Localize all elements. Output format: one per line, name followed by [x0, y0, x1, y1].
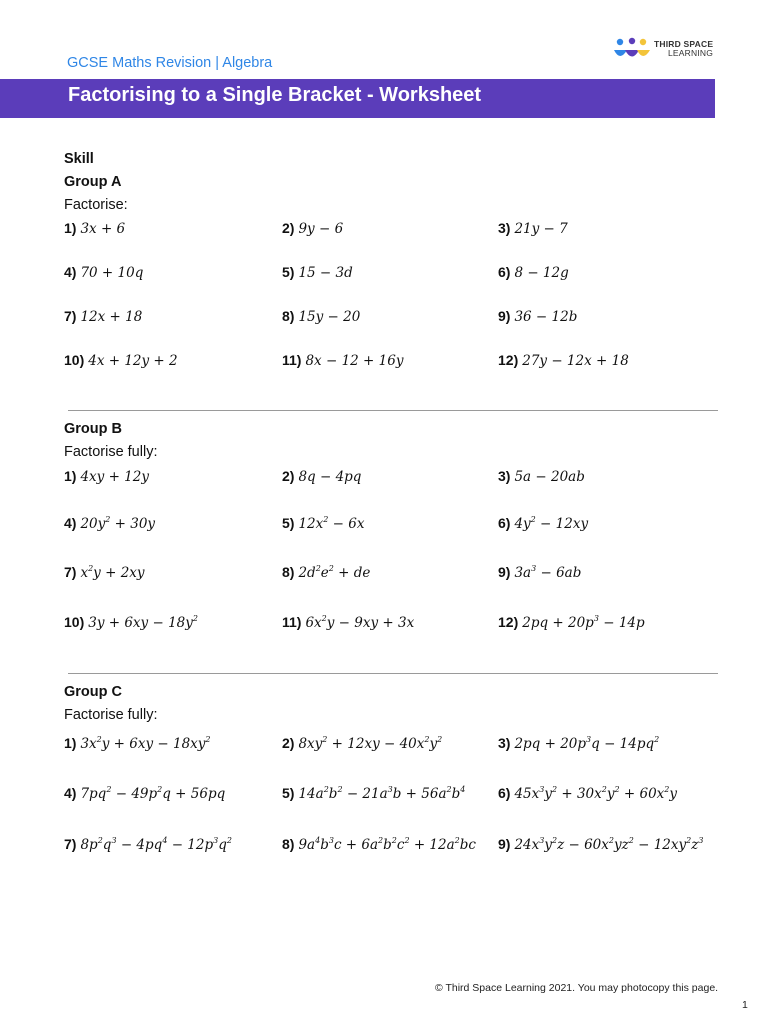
question-expression: $8p^2q^3 - 4pq^4 - 12p^3q^2$ [80, 836, 232, 853]
question-item [282, 264, 353, 281]
question-expression: $14a^2b^2 - 21a^3b + 56a^2b^4$ [298, 785, 466, 802]
worksheet-title: Factorising to a Single Bracket - Worksheet [68, 84, 482, 106]
group-b-instruction: Factorise fully: [64, 444, 158, 460]
question-number: 9) [498, 308, 511, 324]
question-number: 4) [64, 785, 77, 801]
question-expression: $24x^3y^2z - 60x^2yz^2 - 12xy^2z^3$ [514, 836, 704, 853]
question-expression: 5a − 20ab [514, 469, 585, 485]
question-number: 12) [498, 352, 519, 368]
question-expression: $9a^4b^3c + 6a^2b^2c^2 + 12a^2bc$ [298, 836, 476, 853]
question-number: 5) [282, 515, 295, 531]
question-number: 7) [64, 564, 77, 580]
question-expression: 8x − 12 + 16y [305, 353, 404, 369]
question-item [498, 220, 568, 237]
question-expression: $2pq + 20p^3 - 14p$ [522, 614, 645, 631]
question-item [64, 468, 149, 485]
question-number: 6) [498, 785, 511, 801]
question-number: 9) [498, 836, 511, 852]
question-item [64, 564, 145, 581]
question-item [498, 785, 677, 802]
third-space-learning-logo [612, 36, 732, 66]
question-expression: $20y^2 + 30y$ [80, 515, 156, 532]
question-item [282, 735, 442, 752]
section-divider [68, 673, 718, 674]
question-item [64, 515, 155, 532]
question-item [64, 735, 211, 752]
page-subtitle: GCSE Maths Revision | Algebra [67, 55, 273, 71]
question-number: 5) [282, 785, 295, 801]
group-a-instruction: Factorise: [64, 197, 128, 213]
group-c-heading: Group C [64, 684, 122, 700]
question-expression: $12x^2 - 6x$ [298, 515, 365, 532]
question-expression: 3x + 6 [80, 221, 126, 237]
question-expression: $3a^3 - 6ab$ [514, 564, 582, 581]
section-divider [68, 410, 718, 411]
question-number: 4) [64, 264, 77, 280]
question-item [282, 308, 360, 325]
question-item [282, 785, 465, 802]
question-number: 8) [282, 836, 295, 852]
question-expression: $3y + 6xy - 18y^2$ [88, 614, 198, 631]
question-item [64, 785, 225, 802]
question-expression: 12x + 18 [80, 309, 143, 325]
question-number: 9) [498, 564, 511, 580]
question-number: 4) [64, 515, 77, 531]
question-expression: $45x^3y^2 + 30x^2y^2 + 60x^2y$ [514, 785, 678, 802]
question-item [64, 352, 178, 369]
question-expression: $2d^2e^2$ + de [298, 564, 371, 581]
question-number: 12) [498, 614, 519, 630]
question-item [498, 836, 703, 853]
question-item [282, 515, 364, 532]
question-expression: 27y − 12x + 18 [522, 353, 629, 369]
question-expression: 4x + 12y + 2 [88, 353, 178, 369]
question-item [64, 220, 125, 237]
question-number: 8) [282, 564, 295, 580]
question-item [282, 468, 361, 485]
question-expression: 21y − 7 [514, 221, 568, 237]
group-c-instruction: Factorise fully: [64, 707, 158, 723]
question-expression: $8xy^2 + 12xy - 40x^2y^2$ [298, 735, 443, 752]
question-item [498, 264, 569, 281]
question-number: 1) [64, 220, 77, 236]
question-number: 11) [282, 352, 302, 368]
question-number: 10) [64, 614, 85, 630]
logo-line-2: LEARNING [668, 48, 714, 58]
question-item [498, 308, 577, 325]
question-expression: 8q − 4pq [298, 469, 362, 485]
question-item [282, 220, 343, 237]
logo-people-icon [612, 36, 652, 66]
question-item [498, 735, 659, 752]
page-number: 1 [742, 999, 748, 1011]
question-number: 3) [498, 735, 511, 751]
question-number: 2) [282, 735, 295, 751]
question-expression: $x^2y + 2xy$ [80, 564, 145, 581]
question-expression: $6x^2y - 9xy + 3x$ [305, 614, 415, 631]
question-number: 1) [64, 735, 77, 751]
group-b-heading: Group B [64, 421, 122, 437]
question-item [64, 264, 143, 281]
question-item [282, 564, 370, 581]
question-expression: 8 − 12g [514, 265, 569, 281]
question-number: 8) [282, 308, 295, 324]
question-expression: $3x^2y + 6xy - 18xy^2$ [80, 735, 211, 752]
question-number: 5) [282, 264, 295, 280]
skill-label: Skill [64, 151, 94, 167]
question-expression: 15 − 3d [298, 265, 353, 281]
question-item [498, 515, 588, 532]
question-item [282, 352, 403, 369]
question-number: 7) [64, 308, 77, 324]
question-expression: $2pq + 20p^3q - 14pq^2$ [514, 735, 660, 752]
question-number: 3) [498, 468, 511, 484]
logo-wordmark [654, 40, 713, 58]
question-item [498, 614, 645, 631]
question-item [282, 836, 476, 853]
question-number: 2) [282, 468, 295, 484]
question-expression: 9y − 6 [298, 221, 344, 237]
question-expression: 36 − 12b [514, 309, 578, 325]
question-number: 2) [282, 220, 295, 236]
question-item [498, 564, 581, 581]
question-item [282, 614, 414, 631]
question-number: 10) [64, 352, 85, 368]
question-item [498, 468, 585, 485]
question-item [64, 614, 198, 631]
question-number: 6) [498, 264, 511, 280]
question-number: 6) [498, 515, 511, 531]
question-expression: $4y^2 - 12xy$ [514, 515, 589, 532]
question-item [498, 352, 629, 369]
question-expression: $7pq^2 - 49p^2q + 56pq$ [80, 785, 226, 802]
question-item [64, 308, 142, 325]
question-expression: 4xy + 12y [80, 469, 149, 485]
question-number: 7) [64, 836, 77, 852]
group-a-heading: Group A [64, 174, 122, 190]
copyright-footer: © Third Space Learning 2021. You may photocopy this page. [435, 982, 719, 994]
question-expression: 15y − 20 [298, 309, 361, 325]
question-number: 1) [64, 468, 77, 484]
question-item [64, 836, 232, 853]
question-number: 11) [282, 614, 302, 630]
question-number: 3) [498, 220, 511, 236]
question-expression: 70 + 10q [80, 265, 144, 281]
logo-line-1: THIRD SPACE [654, 39, 714, 49]
